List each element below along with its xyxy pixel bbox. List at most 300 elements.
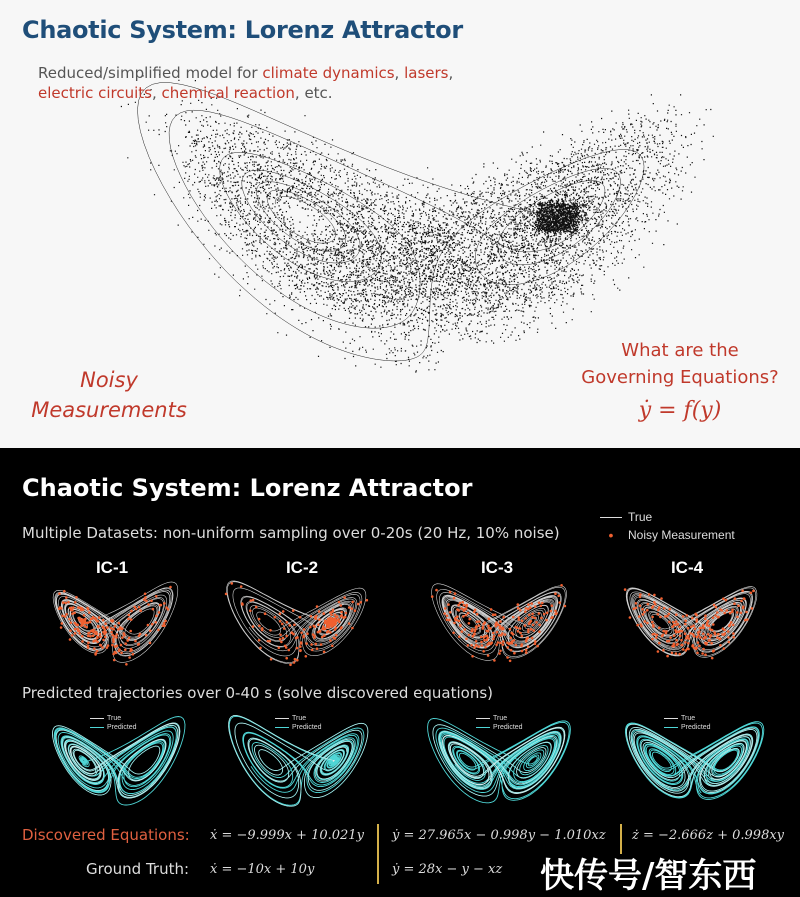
noisy-measurement-point bbox=[530, 620, 533, 623]
noisy-measurement-point bbox=[318, 618, 321, 621]
true-trajectory bbox=[227, 581, 366, 664]
noisy-measurement-point bbox=[525, 649, 528, 652]
noisy-measurement-point bbox=[336, 615, 339, 618]
noisy-measurement-point bbox=[671, 645, 674, 648]
noisy-measurement-point bbox=[512, 616, 515, 619]
noisy-measurement-point bbox=[125, 663, 128, 666]
noisy-measurement-point bbox=[538, 612, 541, 615]
noisy-measurement-point bbox=[740, 600, 743, 603]
noisy-measurement-point bbox=[81, 635, 84, 638]
noisy-measurement-point bbox=[80, 624, 83, 627]
noisy-measurement-point bbox=[431, 595, 434, 598]
noisy-measurement-point bbox=[717, 633, 720, 636]
ic2-noisy-plot bbox=[212, 576, 387, 676]
mini-legend: True Predicted bbox=[90, 714, 137, 732]
noisy-measurement-point bbox=[112, 639, 115, 642]
noisy-measurement-point bbox=[730, 621, 733, 624]
noisy-measurement-point bbox=[160, 604, 163, 607]
noisy-measurement-point bbox=[288, 649, 291, 652]
noisy-measurement-point bbox=[69, 629, 72, 632]
noisy-measurement-point bbox=[465, 608, 468, 611]
noisy-measurement-point bbox=[534, 605, 537, 608]
noisy-measurement-point bbox=[296, 636, 299, 639]
noisy-measurement-point bbox=[474, 630, 477, 633]
noisy-measurement-point bbox=[489, 627, 492, 630]
noisy-measurement-point bbox=[81, 618, 84, 621]
noisy-measurement-point bbox=[702, 633, 705, 636]
noisy-measurement-point bbox=[737, 605, 740, 608]
noisy-measurement-point bbox=[104, 622, 107, 625]
noisy-measurement-point bbox=[285, 635, 288, 638]
noisy-measurement-point bbox=[494, 623, 497, 626]
noisy-measurement-point bbox=[462, 615, 465, 618]
noisy-measurement-point bbox=[751, 607, 754, 610]
noisy-measurement-point bbox=[145, 634, 148, 637]
noisy-measurement-point bbox=[714, 633, 717, 636]
noisy-measurement-point bbox=[351, 607, 354, 610]
truth-eq-x: ẋ = −10x + 10y bbox=[210, 862, 315, 877]
legend-line-icon bbox=[600, 517, 622, 518]
noisy-measurement-point bbox=[725, 599, 728, 602]
noisy-measurement-point bbox=[91, 617, 94, 620]
noisy-measurement-point bbox=[695, 648, 698, 651]
true-trajectory bbox=[432, 584, 567, 661]
noisy-measurement-point bbox=[639, 604, 642, 607]
noisy-measurement-point bbox=[525, 617, 528, 620]
noisy-measurement-point bbox=[88, 611, 91, 614]
noisy-measurement-point bbox=[687, 627, 690, 630]
noisy-measurement-point bbox=[324, 622, 327, 625]
noisy-measurement-point bbox=[310, 615, 313, 618]
noisy-measurement-point bbox=[104, 629, 107, 632]
noisy-measurement-point bbox=[121, 636, 124, 639]
noisy-measurement-point bbox=[508, 643, 511, 646]
noisy-measurement-point bbox=[682, 648, 685, 651]
noisy-measurement-point bbox=[71, 634, 74, 637]
noisy-measurement-point bbox=[145, 600, 148, 603]
noisy-measurement-point bbox=[478, 620, 481, 623]
subtitle-highlight: electric circuits bbox=[38, 84, 152, 102]
noisy-measurement-point bbox=[743, 598, 746, 601]
noisy-measurement-point bbox=[317, 623, 320, 626]
datasets-legend bbox=[600, 508, 735, 544]
noisy-measurement-point bbox=[318, 610, 321, 613]
noisy-measurement-point bbox=[696, 636, 699, 639]
noisy-measurement-point bbox=[742, 607, 745, 610]
noisy-measurement-point bbox=[679, 635, 682, 638]
noisy-measurement-point bbox=[463, 604, 466, 607]
noisy-measurement-point bbox=[727, 630, 730, 633]
noisy-measurement-point bbox=[338, 621, 341, 624]
noisy-measurement-point bbox=[500, 634, 503, 637]
noisy-measurement-point bbox=[258, 618, 261, 621]
noisy-measurement-point bbox=[668, 613, 671, 616]
noisy-measurement-point bbox=[475, 640, 478, 643]
noisy-measurement-point bbox=[752, 590, 755, 593]
noisy-measurement-point bbox=[471, 655, 474, 658]
datasets-caption: Multiple Datasets: non-uniform sampling over 0-20s (20 Hz, 10% noise) bbox=[22, 524, 560, 542]
noisy-measurement-point bbox=[351, 627, 354, 630]
noisy-measurement-point bbox=[128, 614, 131, 617]
noisy-measurement-point bbox=[698, 645, 701, 648]
noisy-measurement-point bbox=[311, 649, 314, 652]
noisy-measurement-point bbox=[149, 642, 152, 645]
noisy-measurement-point bbox=[293, 624, 296, 627]
noisy-measurement-point bbox=[299, 645, 302, 648]
noisy-measurement-point bbox=[96, 632, 99, 635]
noisy-measurement-point bbox=[728, 625, 731, 628]
noisy-measurement-point bbox=[152, 608, 155, 611]
noisy-measurement-point bbox=[327, 630, 330, 633]
noisy-measurement-point bbox=[675, 631, 678, 634]
noisy-measurement-point bbox=[483, 636, 486, 639]
noisy-measurement-point bbox=[75, 623, 78, 626]
noisy-measurement-point bbox=[252, 599, 255, 602]
noisy-measurement-point bbox=[483, 639, 486, 642]
noisy-measurement-point bbox=[78, 619, 81, 622]
top-subtitle bbox=[38, 63, 518, 103]
noisy-measurement-point bbox=[354, 609, 357, 612]
noisy-measurement-point bbox=[128, 637, 131, 640]
noisy-measurement-point bbox=[316, 605, 319, 608]
noisy-measurement-point bbox=[101, 646, 104, 649]
noisy-measurement-point bbox=[467, 644, 470, 647]
noisy-measurement-point bbox=[306, 632, 309, 635]
noisy-measurement-point bbox=[446, 615, 449, 618]
noisy-measurement-point bbox=[458, 635, 461, 638]
noisy-measurement-point bbox=[643, 611, 646, 614]
mini-legend: True Predicted bbox=[664, 714, 711, 732]
noisy-measurement-point bbox=[132, 653, 135, 656]
noisy-measurement-point bbox=[75, 596, 78, 599]
discovered-eq-x: ẋ = −9.999x + 10.021y bbox=[210, 828, 364, 843]
noisy-measurement-point bbox=[252, 625, 255, 628]
noisy-measurement-point bbox=[672, 621, 675, 624]
noisy-measurement-point bbox=[740, 612, 743, 615]
noisy-measurement-point bbox=[279, 634, 282, 637]
noisy-measurement-point bbox=[281, 623, 284, 626]
noisy-measurement-point bbox=[564, 605, 567, 608]
noisy-measurement-point bbox=[296, 659, 299, 662]
noisy-measurement-point bbox=[702, 627, 705, 630]
noisy-measurement-point bbox=[322, 625, 325, 628]
noisy-measurement-point bbox=[647, 603, 650, 606]
noisy-measurement-point bbox=[130, 610, 133, 613]
noisy-measurement-point bbox=[95, 652, 98, 655]
noisy-measurement-point bbox=[673, 634, 676, 637]
noisy-measurement-point bbox=[158, 611, 161, 614]
noisy-measurement-point bbox=[85, 626, 88, 629]
noisy-measurement-point bbox=[687, 635, 690, 638]
noisy-measurement-point bbox=[313, 625, 316, 628]
noisy-measurement-point bbox=[494, 613, 497, 616]
noisy-measurement-point bbox=[673, 643, 676, 646]
noisy-measurement-point bbox=[687, 648, 690, 651]
noisy-measurement-point bbox=[678, 653, 681, 656]
noisy-measurement-point bbox=[87, 641, 90, 644]
noisy-measurement-point bbox=[447, 603, 450, 606]
noisy-measurement-point bbox=[147, 603, 150, 606]
noisy-measurement-point bbox=[102, 639, 105, 642]
noisy-measurement-point bbox=[531, 616, 534, 619]
noisy-measurement-point bbox=[366, 599, 369, 602]
noisy-measurement-point bbox=[521, 650, 524, 653]
noisy-measurement-point bbox=[651, 638, 654, 641]
noisy-measurement-point bbox=[454, 618, 457, 621]
noisy-measurement-point bbox=[691, 617, 694, 620]
noisy-measurement-point bbox=[296, 647, 299, 650]
noisy-measurement-point bbox=[482, 650, 485, 653]
noisy-measurement-point bbox=[459, 624, 462, 627]
subtitle-text: , bbox=[151, 84, 162, 102]
truth-eq-y: ẏ = 28x − y − xz bbox=[392, 862, 503, 877]
noisy-measurement-point bbox=[658, 642, 661, 645]
noisy-measurement-point bbox=[327, 618, 330, 621]
ic1-noisy-plot bbox=[32, 576, 192, 676]
noisy-measurement-point bbox=[519, 627, 522, 630]
noisy-measurement-point bbox=[329, 631, 332, 634]
ic-label: IC-4 bbox=[670, 558, 704, 577]
noisy-measurement-point bbox=[334, 614, 337, 617]
noisy-measurement-point bbox=[480, 641, 483, 644]
noisy-measurement-point bbox=[348, 622, 351, 625]
noisy-measurement-point bbox=[690, 626, 693, 629]
noisy-measurement-point bbox=[250, 599, 253, 602]
noisy-measurement-point bbox=[300, 642, 303, 645]
discovered-label: Discovered Equations: bbox=[22, 826, 190, 844]
noisy-measurement-point bbox=[90, 630, 93, 633]
noisy-measurement-point bbox=[729, 612, 732, 615]
noisy-measurement-point bbox=[61, 622, 64, 625]
noisy-measurement-point bbox=[456, 608, 459, 611]
noisy-measurement-point bbox=[305, 655, 308, 658]
noisy-measurement-point bbox=[538, 624, 541, 627]
noisy-measurement-point bbox=[334, 619, 337, 622]
noisy-measurement-point bbox=[635, 602, 638, 605]
noisy-measurement-point bbox=[309, 626, 312, 629]
noisy-measurement-point bbox=[321, 636, 324, 639]
noisy-measurement-point bbox=[550, 617, 553, 620]
noisy-measurement-point bbox=[502, 616, 505, 619]
noisy-measurement-point bbox=[333, 622, 336, 625]
noisy-measurement-point bbox=[255, 606, 258, 609]
noisy-measurement-point bbox=[666, 640, 669, 643]
noisy-measurement-point bbox=[330, 614, 333, 617]
noisy-measurement-point bbox=[661, 635, 664, 638]
noisy-measurement-point bbox=[329, 639, 332, 642]
noisy-measurement-point bbox=[675, 613, 678, 616]
noisy-measurement-point bbox=[294, 658, 297, 661]
noisy-measurement-point bbox=[95, 618, 98, 621]
noisy-measurement-point bbox=[510, 642, 513, 645]
noisy-measurement-point bbox=[149, 629, 152, 632]
noisy-measurement-point bbox=[717, 616, 720, 619]
noisy-measurement-point bbox=[712, 649, 715, 652]
noisy-measurement-point bbox=[657, 650, 660, 653]
noisy-measurement-point bbox=[130, 618, 133, 621]
noisy-measurement-point bbox=[741, 590, 744, 593]
noisy-measurement-point bbox=[662, 649, 665, 652]
noisy-measurement-point bbox=[112, 628, 115, 631]
noisy-measurement-point bbox=[687, 642, 690, 645]
bottom-panel bbox=[0, 448, 800, 897]
noisy-measurement-point bbox=[638, 615, 641, 618]
noisy-measurement-point bbox=[707, 633, 710, 636]
noisy-measurement-point bbox=[707, 620, 710, 623]
noisy-measurement-point bbox=[513, 639, 516, 642]
noisy-measurement-point bbox=[117, 628, 120, 631]
noisy-measurement-point bbox=[534, 640, 537, 643]
subtitle-highlight: climate dynamics bbox=[262, 64, 395, 82]
noisy-measurement-point bbox=[283, 627, 286, 630]
noisy-measurement-point bbox=[302, 635, 305, 638]
noisy-measurement-point bbox=[84, 620, 87, 623]
legend-true-label: True bbox=[628, 510, 653, 524]
noisy-measurement-point bbox=[64, 602, 67, 605]
noisy-measurement-point bbox=[485, 630, 488, 633]
noisy-measurement-point bbox=[716, 611, 719, 614]
noisy-measurement-point bbox=[535, 621, 538, 624]
noisy-measurement-point bbox=[745, 611, 748, 614]
noisy-measurement-point bbox=[554, 610, 557, 613]
noisy-measurement-point bbox=[135, 608, 138, 611]
noisy-measurement-point bbox=[528, 614, 531, 617]
noisy-measurement-point bbox=[551, 604, 554, 607]
noisy-measurement-point bbox=[129, 650, 132, 653]
noisy-measurement-point bbox=[492, 638, 495, 641]
noisy-measurement-point bbox=[69, 638, 72, 641]
noisy-measurement-point bbox=[697, 641, 700, 644]
noisy-measurement-point bbox=[269, 629, 272, 632]
top-title: Chaotic System: Lorenz Attractor bbox=[22, 16, 463, 44]
noisy-measurement-point bbox=[516, 627, 519, 630]
subtitle-highlight: chemical reaction bbox=[161, 84, 295, 102]
noisy-measurement-point bbox=[359, 601, 362, 604]
noisy-measurement-point bbox=[486, 635, 489, 638]
noisy-measurement-point bbox=[646, 609, 649, 612]
noisy-measurement-point bbox=[517, 607, 520, 610]
noisy-measurement-point bbox=[651, 616, 654, 619]
noisy-measurement-point bbox=[519, 632, 522, 635]
noisy-measurement-point bbox=[651, 606, 654, 609]
noisy-measurement-point bbox=[731, 610, 734, 613]
noisy-measurement-point bbox=[151, 623, 154, 626]
noisy-measurement-point bbox=[704, 636, 707, 639]
noisy-measurement-point bbox=[711, 657, 714, 660]
noisy-measurement-point bbox=[270, 658, 273, 661]
noisy-measurement-point bbox=[704, 617, 707, 620]
noisy-measurement-point bbox=[116, 645, 119, 648]
noisy-measurement-point bbox=[709, 639, 712, 642]
noisy-measurement-point bbox=[99, 633, 102, 636]
noisy-measurement-point bbox=[115, 636, 118, 639]
subtitle-text: , bbox=[448, 64, 454, 82]
noisy-measurement-point bbox=[473, 611, 476, 614]
noisy-measurement-point bbox=[96, 636, 99, 639]
noisy-measurement-point bbox=[540, 605, 543, 608]
noisy-measurement-point bbox=[225, 593, 228, 596]
noisy-measurement-point bbox=[659, 616, 662, 619]
noisy-measurement-point bbox=[558, 601, 561, 604]
noisy-measurement-point bbox=[684, 623, 687, 626]
noisy-measurement-point bbox=[467, 612, 470, 615]
discovered-eq-z: ż = −2.666z + 0.998xy bbox=[632, 828, 785, 843]
noisy-measurement-point bbox=[106, 626, 109, 629]
noisy-measurement-point bbox=[300, 632, 303, 635]
noisy-measurement-point bbox=[448, 619, 451, 622]
noisy-measurement-point bbox=[496, 631, 499, 634]
noisy-measurement-point bbox=[736, 611, 739, 614]
noisy-measurement-point bbox=[127, 618, 130, 621]
noisy-measurement-point bbox=[639, 596, 642, 599]
noisy-measurement-point bbox=[105, 631, 108, 634]
question-line: What are the bbox=[621, 340, 739, 361]
noisy-measurement-point bbox=[282, 637, 285, 640]
legend-dot-icon: • bbox=[608, 527, 614, 543]
noisy-measurement-point bbox=[656, 634, 659, 637]
noisy-measurement-point bbox=[499, 642, 502, 645]
noisy-measurement-point bbox=[77, 629, 80, 632]
noisy-measurement-point bbox=[684, 632, 687, 635]
noisy-measurement-point bbox=[60, 607, 63, 610]
noisy-measurement-point bbox=[63, 590, 66, 593]
noisy-measurement-point bbox=[671, 652, 674, 655]
noisy-measurement-point bbox=[488, 618, 491, 621]
noisy-measurement-point bbox=[636, 624, 639, 627]
noisy-measurement-point bbox=[475, 644, 478, 647]
noisy-measurement-point bbox=[102, 626, 105, 629]
noisy-measurement-point bbox=[64, 615, 67, 618]
noisy-measurement-point bbox=[299, 650, 302, 653]
noisy-measurement-point bbox=[497, 641, 500, 644]
noisy-measurement-point bbox=[118, 650, 121, 653]
noisy-measurement-point bbox=[129, 630, 132, 633]
predicted-caption: Predicted trajectories over 0-40 s (solve discovered equations) bbox=[22, 684, 494, 702]
noisy-measurement-point bbox=[733, 602, 736, 605]
noisy-measurement-point bbox=[334, 637, 337, 640]
noisy-measurement-point bbox=[694, 627, 697, 630]
noisy-measurement-point bbox=[65, 613, 68, 616]
noisy-measurement-point bbox=[335, 627, 338, 630]
noisy-measurement-point bbox=[110, 619, 113, 622]
noisy-measurement-point bbox=[692, 624, 695, 627]
noisy-measurement-point bbox=[87, 646, 90, 649]
noisy-measurement-point bbox=[530, 602, 533, 605]
noisy-measurement-point bbox=[546, 612, 549, 615]
noisy-measurement-point bbox=[470, 644, 473, 647]
noisy-measurement-point bbox=[699, 636, 702, 639]
noisy-measurement-point bbox=[477, 645, 480, 648]
noisy-measurement-point bbox=[456, 615, 459, 618]
noisy-measurements-label bbox=[14, 365, 204, 425]
noisy-measurement-point bbox=[465, 604, 468, 607]
noisy-measurement-point bbox=[502, 643, 505, 646]
noisy-measurement-point bbox=[721, 633, 724, 636]
noisy-measurement-point bbox=[319, 630, 322, 633]
noisy-measurement-point bbox=[478, 624, 481, 627]
noisy-measurement-point bbox=[480, 636, 483, 639]
noisy-measurement-point bbox=[666, 655, 669, 658]
noisy-measurement-point bbox=[61, 615, 64, 618]
noisy-measurement-point bbox=[532, 624, 535, 627]
noisy-measurement-point bbox=[653, 594, 656, 597]
noisy-measurement-point bbox=[557, 595, 560, 598]
noisy-measurement-point bbox=[343, 596, 346, 599]
noisy-measurement-point bbox=[60, 626, 63, 629]
noisy-measurement-point bbox=[340, 626, 343, 629]
noisy-measurement-point bbox=[624, 588, 627, 591]
noisy-measurement-point bbox=[662, 630, 665, 633]
